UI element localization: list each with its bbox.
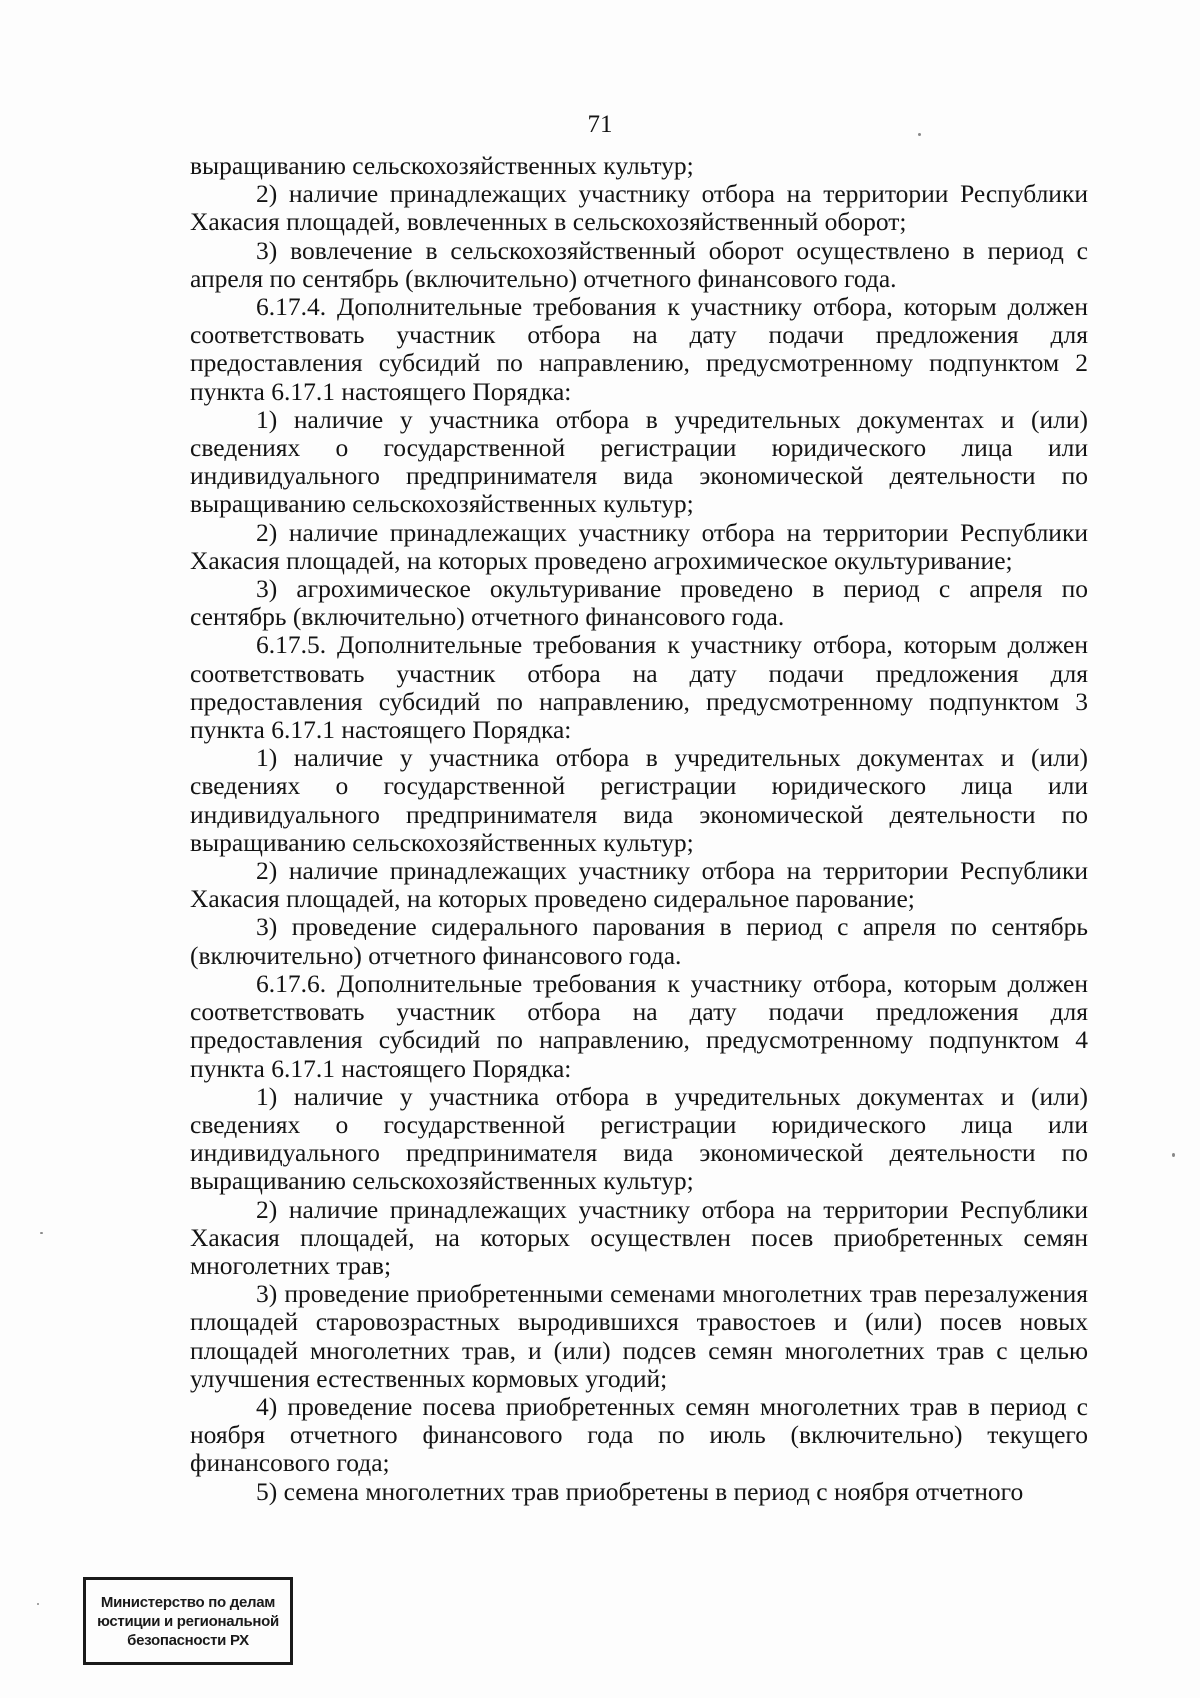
list-item-3-reseeding: 3) проведение приобретенными семенами многолетних трав перезалужения площадей старовозрастных выродившихся травостоев и (или) посев новых площадей многолетних трав, и (или) подсев семян многолетних трав с целью улучшения естественных кормовых угодий; (190, 1279, 1088, 1393)
stamp-line-1: Министерство по делам (100, 1593, 276, 1611)
clause-6-17-5: 6.17.5. Дополнительные требования к участнику отбора, которым должен соответствовать участник отбора на дату подачи предложения для предоставления субсидий по направлению, предусмотренному подпунктом 3 пункта 6.17.1 настоящего Порядка: (190, 630, 1088, 745)
document-body (190, 152, 1088, 1506)
list-item-3-sideral-period: 3) проведение сидерального парования в период с апреля по сентябрь (включительно) отчетного финансового года. (190, 912, 1088, 970)
stamp-line-2: юстиции и региональной (97, 1612, 279, 1630)
list-item-1-founding-documents: 1) наличие у участника отбора в учредительных документах и (или) сведениях о государственной регистрации юридического лица или индивидуального предпринимателя вида экономической деятельности по выращиванию сельскохозяйственных культур; (190, 743, 1088, 857)
list-item-1-founding-documents: 1) наличие у участника отбора в учредительных документах и (или) сведениях о государственной регистрации юридического лица или индивидуального предпринимателя вида экономической деятельности по выращиванию сельскохозяйственных культур; (190, 1081, 1088, 1196)
ministry-stamp (83, 1577, 293, 1665)
paragraph-continuation: выращиванию сельскохозяйственных культур; (190, 151, 694, 180)
list-item-2-agrochemical-areas: 2) наличие принадлежащих участнику отбора на территории Республики Хакасия площадей, на которых проведено агрохимическое окультуривание; (190, 517, 1088, 575)
list-item-4-sowing-period: 4) проведение посева приобретенных семян многолетних трав в период с ноября отчетного финансового года по июль (включительно) текущего финансового года; (190, 1391, 1088, 1478)
list-item-1-founding-documents: 1) наличие у участника отбора в учредительных документах и (или) сведениях о государственной регистрации юридического лица или индивидуального предпринимателя вида экономической деятельности по выращиванию сельскохозяйственных культур; (190, 404, 1088, 519)
stamp-line-3: безопасности РХ (127, 1631, 249, 1649)
list-item-3-period: 3) вовлечение в сельскохозяйственный оборот осуществлено в период с апреля по сентябрь (включительно) отчетного финансового года. (190, 235, 1088, 293)
list-item-2-seeded-areas: 2) наличие принадлежащих участнику отбора на территории Республики Хакасия площадей, на которых осуществлен посев приобретенных семян многолетних трав; (190, 1194, 1088, 1280)
scan-speck (40, 1232, 43, 1234)
clause-6-17-4: 6.17.4. Дополнительные требования к участнику отбора, которым должен соответствовать участник отбора на дату подачи предложения для предоставления субсидий по направлению, предусмотренному подпунктом 2 пункта 6.17.1 настоящего Порядка: (190, 292, 1088, 406)
list-item-2-territory-areas: 2) наличие принадлежащих участнику отбора на территории Республики Хакасия площадей, вовлеченных в сельскохозяйственный оборот; (190, 179, 1088, 237)
scan-speck (1172, 1153, 1175, 1157)
page-number: 71 (587, 111, 613, 138)
clause-6-17-6: 6.17.6. Дополнительные требования к участнику отбора, которым должен соответствовать участник отбора на дату подачи предложения для предоставления субсидий по направлению, предусмотренному подпунктом 4 пункта 6.17.1 настоящего Порядка: (190, 968, 1088, 1083)
list-item-5-seeds-purchased: 5) семена многолетних трав приобретены в период с ноября отчетного (256, 1476, 1024, 1506)
list-item-3-agrochemical-period: 3) агрохимическое окультуривание проведено в период с апреля по сентябрь (включительно) отчетного финансового года. (190, 574, 1088, 632)
list-item-2-sideral-areas: 2) наличие принадлежащих участнику отбора на территории Республики Хакасия площадей, на которых проведено сидеральное парование; (190, 856, 1088, 914)
scan-speck (37, 1603, 39, 1605)
scan-speck (918, 133, 921, 136)
